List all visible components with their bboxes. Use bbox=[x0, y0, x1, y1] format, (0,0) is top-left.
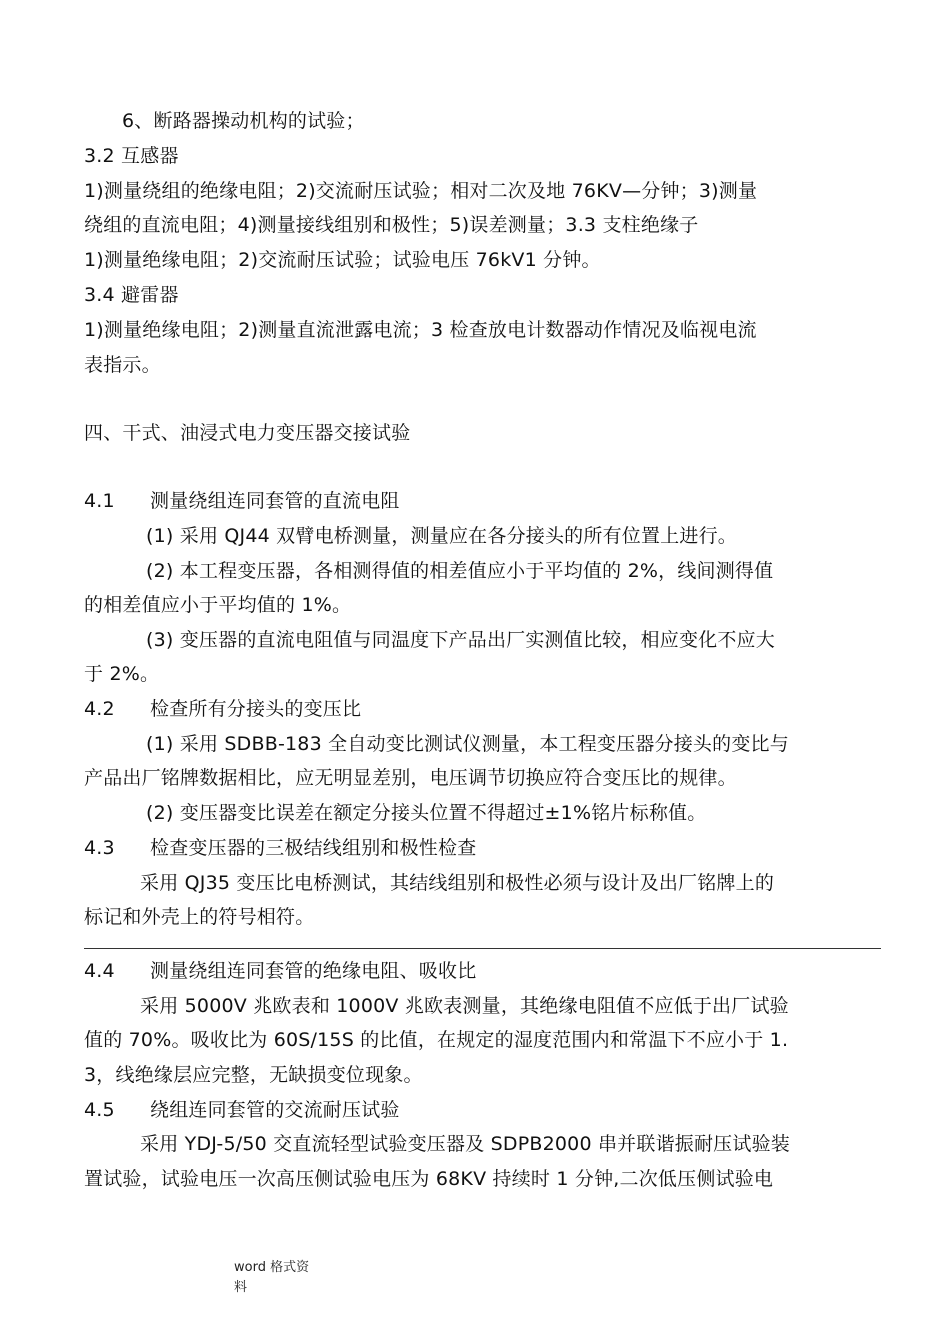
paragraph-line: 1)测量绕组的绝缘电阻；2)交流耐压试验；相对二次及地 76KV—分钟；3)测量 bbox=[84, 180, 758, 202]
heading-number: 4.3 bbox=[84, 837, 115, 859]
heading-4-1 bbox=[84, 486, 884, 516]
paragraph-line: 1)测量绝缘电阻；2)测量直流泄露电流；3 检查放电计数器动作情况及临视电流 bbox=[84, 319, 757, 341]
heading-3-4: 3.4 避雷器 bbox=[84, 284, 179, 306]
item-breaker-mechanism-test: 6、断路器操动机构的试验； bbox=[122, 110, 365, 132]
paragraph-line: 3，线绝缘层应完整，无缺损变位现象。 bbox=[84, 1064, 423, 1086]
paragraph-line: (2) 变压器变比误差在额定分接头位置不得超过±1%铭片标称值。 bbox=[146, 802, 707, 824]
paragraph-line: 表指示。 bbox=[84, 354, 161, 376]
heading-4-5 bbox=[84, 1095, 884, 1125]
paragraph-line: 采用 YDJ-5/50 交直流轻型试验变压器及 SDPB2000 串并联谐振耐压试验装 bbox=[140, 1133, 790, 1155]
paragraph-line: (1) 采用 QJ44 双臂电桥测量，测量应在各分接头的所有位置上进行。 bbox=[146, 525, 737, 547]
heading-3-2: 3.2 互感器 bbox=[84, 145, 179, 167]
heading-4-2 bbox=[84, 694, 884, 724]
heading-number: 4.2 bbox=[84, 698, 115, 720]
paragraph-line: 采用 5000V 兆欧表和 1000V 兆欧表测量，其绝缘电阻值不应低于出厂试验 bbox=[140, 995, 789, 1017]
paragraph-line: (2) 本工程变压器，各相测得值的相差值应小于平均值的 2%，线间测得值 bbox=[146, 560, 774, 582]
paragraph-line: (3) 变压器的直流电阻值与同温度下产品出厂实测值比较，相应变化不应大 bbox=[146, 629, 775, 651]
paragraph-line: 绕组的直流电阻；4)测量接线组别和极性；5)误差测量；3.3 支柱绝缘子 bbox=[84, 214, 699, 236]
paragraph-line: 置试验，试验电压一次高压侧试验电压为 68KV 持续时 1 分钟,二次低压侧试验电 bbox=[84, 1168, 774, 1190]
section-4-title: 四、干式、油浸式电力变压器交接试验 bbox=[84, 422, 411, 444]
paragraph-line: 产品出厂铭牌数据相比，应无明显差别，电压调节切换应符合变压比的规律。 bbox=[84, 767, 737, 789]
heading-text: 测量绕组连同套管的绝缘电阻、吸收比 bbox=[150, 960, 477, 982]
heading-text: 测量绕组连同套管的直流电阻 bbox=[150, 490, 400, 512]
page-footer: word 格式资料 bbox=[234, 1260, 310, 1295]
heading-number: 4.1 bbox=[84, 490, 115, 512]
heading-number: 4.4 bbox=[84, 960, 115, 982]
paragraph-line: 的相差值应小于平均值的 1%。 bbox=[84, 594, 352, 616]
horizontal-divider bbox=[84, 948, 881, 949]
heading-number: 4.5 bbox=[84, 1099, 115, 1121]
paragraph-line: (1) 采用 SDBB-183 全自动变比测试仪测量，本工程变压器分接头的变比与 bbox=[146, 733, 789, 755]
paragraph-line: 1)测量绝缘电阻；2)交流耐压试验；试验电压 76kV1 分钟。 bbox=[84, 249, 601, 271]
heading-4-4 bbox=[84, 956, 884, 986]
paragraph-line: 于 2%。 bbox=[84, 663, 160, 685]
heading-text: 检查变压器的三极结线组别和极性检查 bbox=[150, 837, 477, 859]
heading-text: 绕组连同套管的交流耐压试验 bbox=[150, 1099, 400, 1121]
paragraph-line: 采用 QJ35 变压比电桥测试，其结线组别和极性必须与设计及出厂铭牌上的 bbox=[140, 872, 775, 894]
heading-4-3 bbox=[84, 833, 884, 863]
paragraph-line: 值的 70%。吸收比为 60S/15S 的比值，在规定的湿度范围内和常温下不应小于 1. bbox=[84, 1029, 789, 1051]
heading-text: 检查所有分接头的变压比 bbox=[150, 698, 362, 720]
paragraph-line: 标记和外壳上的符号相符。 bbox=[84, 906, 315, 928]
